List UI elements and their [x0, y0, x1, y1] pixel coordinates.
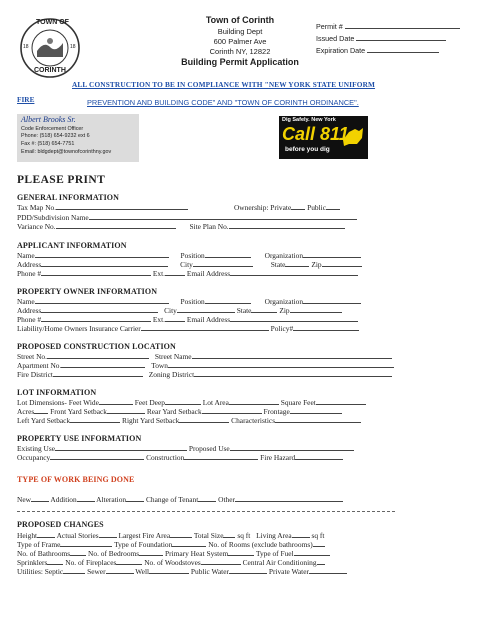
insurance-input[interactable] [141, 323, 269, 331]
town-name: Town of Corinth [205, 15, 275, 25]
largest-fire-area-label: Largest Fire Area [118, 531, 171, 540]
zoning-label: Zoning District [148, 370, 195, 379]
frontage-label: Frontage [263, 407, 290, 416]
call-811-logo [279, 116, 368, 159]
actual-stories-label: Actual Stories [56, 531, 99, 540]
location-heading: PROPOSED CONSTRUCTION LOCATION [17, 342, 176, 351]
fire-hazard-input[interactable] [295, 452, 343, 460]
central-air-label: Central Air Conditioning [242, 558, 317, 567]
sewer-input[interactable] [106, 566, 134, 574]
before-you-dig-text: before you dig [285, 146, 330, 153]
rooms-input[interactable] [313, 539, 325, 547]
street-no-input[interactable] [47, 351, 149, 359]
applicant-ext-label: Ext. [152, 269, 166, 278]
ownership-private-input[interactable] [291, 202, 305, 210]
actual-stories-input[interactable] [99, 530, 117, 538]
ownership-label: Ownership: Private [233, 203, 292, 212]
owner-address-input[interactable] [41, 305, 158, 313]
work-change-tenant-label: Change of Tenant [145, 495, 199, 504]
officer-card [17, 114, 139, 162]
work-alteration-input[interactable] [126, 494, 144, 502]
policy-input[interactable] [293, 323, 359, 331]
owner-zip-label: Zip [279, 306, 290, 315]
owner-state-label: State [236, 306, 252, 315]
dig-safely-text: Dig Safely. New York [282, 117, 336, 123]
applicant-name-label: Name [17, 251, 35, 260]
fire-hazard-label: Fire Hazard [260, 453, 296, 462]
town-label: Town [151, 361, 168, 370]
applicant-phone-input[interactable] [41, 268, 151, 276]
bathrooms-label: No. of Bathrooms [17, 549, 71, 558]
occupancy-input[interactable] [50, 452, 144, 460]
sprinklers-input[interactable] [47, 557, 63, 565]
compliance-notice-line1: ALL CONSTRUCTION TO BE IN COMPLIANCE WITH "NEW YORK STATE UNIFORM [72, 80, 376, 89]
work-row [17, 494, 343, 504]
variance-input[interactable] [56, 221, 176, 229]
feet-deep-label: Feet Deep [134, 398, 165, 407]
officer-title: Code Enforcement Officer [21, 126, 84, 132]
private-water-input[interactable] [309, 566, 347, 574]
seal-year-left: 18 [23, 44, 29, 50]
existing-use-input[interactable] [55, 443, 187, 451]
applicant-email-input[interactable] [230, 268, 358, 276]
applicant-email-label: Email Address [186, 269, 231, 278]
issued-date-field[interactable] [316, 33, 446, 43]
applicant-organization-input[interactable] [303, 250, 361, 258]
lot-heading: LOT INFORMATION [17, 388, 97, 397]
frontage-input[interactable] [290, 406, 342, 414]
right-setback-input[interactable] [179, 415, 229, 423]
sq-ft-label-1: sq ft [237, 531, 251, 540]
applicant-address-input[interactable] [41, 259, 168, 267]
fuel-input[interactable] [294, 548, 330, 556]
use-row2 [17, 452, 343, 462]
apartment-label: Apartment No. [17, 361, 62, 370]
applicant-state-input[interactable] [285, 259, 309, 267]
private-water-label: Private Water [268, 567, 309, 576]
officer-email: Email: bldgdept@townofcorinthny.gov [21, 149, 112, 155]
applicant-zip-label: Zip [311, 260, 322, 269]
living-area-label: Living Area [256, 531, 292, 540]
applicant-city-label: City [180, 260, 193, 269]
variance-row [17, 221, 345, 231]
officer-signature: Albert Brooks Sr. [21, 115, 76, 124]
sq-ft-label-2: sq ft [311, 531, 325, 540]
sewer-label: Sewer [87, 567, 106, 576]
work-divider [17, 511, 395, 512]
applicant-heading: APPLICANT INFORMATION [17, 241, 127, 250]
issued-date-label: Issued Date [316, 34, 355, 43]
construction-input[interactable] [184, 452, 258, 460]
applicant-address-label: Address [17, 260, 42, 269]
fuel-label: Type of Fuel [255, 549, 294, 558]
owner-city-label: City [164, 306, 177, 315]
owner-zip-input[interactable] [290, 305, 342, 313]
applicant-ext-input[interactable] [165, 268, 185, 276]
pdd-input[interactable] [89, 212, 357, 220]
tax-map-input[interactable] [56, 202, 188, 210]
permit-number-field[interactable] [316, 21, 460, 31]
permit-number-label: Permit # [316, 22, 343, 31]
height-input[interactable] [37, 530, 55, 538]
dept-street: 600 Palmer Ave [213, 37, 267, 46]
square-feet-label: Square Feet [280, 398, 316, 407]
location-row3 [17, 369, 392, 379]
characteristics-input[interactable] [275, 415, 361, 423]
owner-address-label: Address [17, 306, 42, 315]
policy-label: Policy# [270, 324, 294, 333]
work-other-input[interactable] [235, 494, 343, 502]
tax-map-label: Tax Map No. [17, 203, 57, 212]
owner-row4 [17, 323, 359, 333]
work-new-input[interactable] [31, 494, 49, 502]
apartment-input[interactable] [61, 360, 145, 368]
please-print-heading: PLEASE PRINT [17, 174, 106, 186]
compliance-notice-line2: PREVENTION AND BUILDING CODE" AND "TOWN OF CORINTH ORDINANCE". [87, 98, 359, 107]
characteristics-label: Characteristics [231, 416, 276, 425]
fireplaces-label: No. of Fireplaces [65, 558, 117, 567]
compliance-notice-fire: FIRE [17, 95, 35, 104]
street-name-label: Street Name [154, 352, 192, 361]
owner-city-input[interactable] [177, 305, 235, 313]
street-no-label: Street No. [17, 352, 47, 361]
applicant-zip-input[interactable] [322, 259, 362, 267]
owner-organization-input[interactable] [303, 296, 361, 304]
work-alteration-label: Alteration [96, 495, 127, 504]
owner-name-input[interactable] [35, 296, 169, 304]
rear-setback-label: Rear Yard Setback [146, 407, 202, 416]
work-heading: TYPE OF WORK BEING DONE [17, 475, 135, 484]
owner-email-label: Email Address [186, 315, 231, 324]
total-size-input[interactable] [223, 530, 235, 538]
dept-name: Building Dept [217, 27, 263, 36]
central-air-input[interactable] [317, 557, 325, 565]
frame-input[interactable] [60, 539, 112, 547]
height-label: Height [17, 531, 38, 540]
officer-fax: Fax #: (518) 654-7751 [21, 141, 75, 147]
existing-use-label: Existing Use [17, 444, 55, 453]
zoning-input[interactable] [194, 369, 392, 377]
fire-district-input[interactable] [53, 369, 143, 377]
largest-fire-area-input[interactable] [170, 530, 192, 538]
square-feet-input[interactable] [316, 397, 366, 405]
owner-heading: PROPERTY OWNER INFORMATION [17, 287, 158, 296]
foundation-label: Type of Foundation [114, 540, 173, 549]
lot-dimensions-label: Lot Dimensions- Feet Wide [17, 398, 99, 407]
site-plan-label: Site Plan No. [189, 222, 229, 231]
public-water-input[interactable] [229, 566, 267, 574]
lot-width-input[interactable] [99, 397, 133, 405]
work-change-tenant-input[interactable] [198, 494, 216, 502]
ownership-public-input[interactable] [326, 202, 340, 210]
acres-input[interactable] [34, 406, 48, 414]
bathrooms-input[interactable] [70, 548, 86, 556]
woodstoves-input[interactable] [201, 557, 241, 565]
expiration-date-label: Expiration Date [316, 46, 366, 55]
tax-map-row [17, 202, 340, 212]
owner-email-input[interactable] [230, 314, 358, 322]
owner-phone-label: Phone # [17, 315, 42, 324]
work-addition-input[interactable] [77, 494, 95, 502]
septic-input[interactable] [63, 566, 85, 574]
general-info-heading: GENERAL INFORMATION [17, 193, 119, 202]
applicant-position-input[interactable] [205, 250, 251, 258]
expiration-date-field[interactable] [316, 45, 439, 55]
left-setback-label: Left Yard Setback [17, 416, 71, 425]
seal-year-right: 18 [70, 44, 76, 50]
applicant-state-label: State [270, 260, 286, 269]
well-input[interactable] [149, 566, 189, 574]
work-new-label: New [17, 495, 31, 504]
applicant-row3 [17, 268, 358, 278]
town-input[interactable] [168, 360, 394, 368]
sprinklers-label: Sprinklers [17, 558, 48, 567]
foundation-input[interactable] [172, 539, 206, 547]
right-setback-label: Right Yard Setback [122, 416, 180, 425]
bedrooms-input[interactable] [139, 548, 163, 556]
site-plan-input[interactable] [229, 221, 345, 229]
rear-setback-input[interactable] [202, 406, 262, 414]
owner-name-label: Name [17, 297, 35, 306]
construction-label: Construction [146, 453, 185, 462]
public-label: Public [307, 203, 326, 212]
applicant-city-input[interactable] [193, 259, 253, 267]
changes-heading: PROPOSED CHANGES [17, 520, 104, 529]
feet-deep-input[interactable] [165, 397, 201, 405]
applicant-name-input[interactable] [35, 250, 169, 258]
owner-position-label: Position [180, 297, 205, 306]
total-size-label: Total Size [193, 531, 224, 540]
utilities-label: Utilities: [17, 567, 43, 576]
acres-label: Acres [17, 407, 35, 416]
primary-heat-label: Primary Heat System [165, 549, 229, 558]
owner-ext-input[interactable] [165, 314, 185, 322]
owner-organization-label: Organization [264, 297, 304, 306]
owner-phone-input[interactable] [41, 314, 151, 322]
seal-top-text: TOWN OF [36, 19, 69, 26]
changes-row5 [17, 566, 347, 576]
variance-label: Variance No. [17, 222, 56, 231]
street-name-input[interactable] [192, 351, 392, 359]
applicant-phone-label: Phone # [17, 269, 42, 278]
town-seal [18, 17, 82, 79]
lot-area-label: Lot Area [202, 398, 229, 407]
living-area-input[interactable] [292, 530, 310, 538]
owner-ext-label: Ext. [152, 315, 166, 324]
use-heading: PROPERTY USE INFORMATION [17, 434, 142, 443]
front-setback-label: Front Yard Setback [50, 407, 107, 416]
applicant-organization-label: Organization [264, 251, 304, 260]
call-811-text: Call 811 [282, 124, 349, 144]
seal-bottom-text: CORINTH [34, 67, 66, 74]
primary-heat-input[interactable] [228, 548, 254, 556]
owner-position-input[interactable] [205, 296, 251, 304]
woodstoves-label: No. of Woodstoves [144, 558, 201, 567]
applicant-position-label: Position [180, 251, 205, 260]
bedrooms-label: No. of Bedrooms [88, 549, 140, 558]
dept-city: Corinth NY, 12822 [209, 47, 271, 56]
frame-label: Type of Frame [17, 540, 61, 549]
lot-row3 [17, 415, 361, 425]
work-addition-label: Addition [50, 495, 77, 504]
fireplaces-input[interactable] [116, 557, 142, 565]
form-title: Building Permit Application [181, 57, 299, 67]
insurance-label: Liability/Home Owners Insurance Carrier [17, 324, 141, 333]
front-setback-input[interactable] [107, 406, 145, 414]
septic-label: Septic [44, 567, 64, 576]
fire-district-label: Fire District [17, 370, 53, 379]
lot-area-input[interactable] [229, 397, 279, 405]
owner-state-input[interactable] [251, 305, 277, 313]
rooms-label: No. of Rooms (exclude bathrooms) [208, 540, 313, 549]
work-other-label: Other [218, 495, 235, 504]
proposed-use-input[interactable] [230, 443, 354, 451]
occupancy-label: Occupancy [17, 453, 51, 462]
left-setback-input[interactable] [70, 415, 120, 423]
pdd-label: PDD/Subdivision Name [17, 213, 89, 222]
officer-phone: Phone: (518) 654-9232 ext 6 [21, 133, 90, 139]
well-label: Well [135, 567, 150, 576]
public-water-label: Public Water [190, 567, 229, 576]
proposed-use-label: Proposed Use [188, 444, 230, 453]
